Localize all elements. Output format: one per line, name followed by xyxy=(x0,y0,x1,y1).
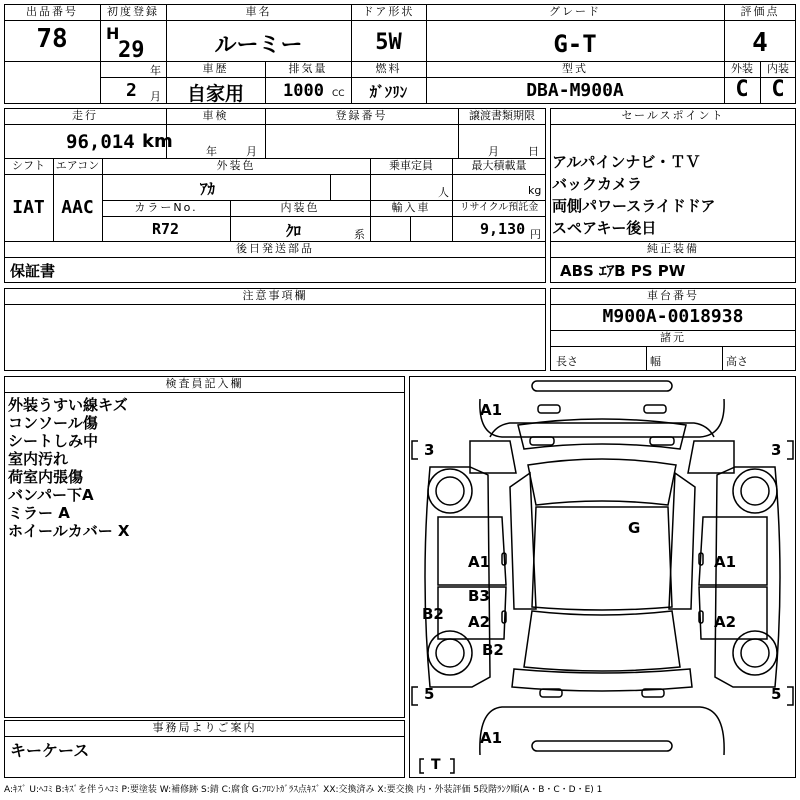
inspector-line-4: 室内汚れ xyxy=(8,450,69,468)
rear-glass-outline xyxy=(524,611,680,671)
car-name-value: ルーミー xyxy=(214,33,303,58)
month-value: 2 xyxy=(126,80,137,101)
tire-fl-icon xyxy=(428,469,472,513)
front-marker-2 xyxy=(644,405,666,413)
shift-value: IAT xyxy=(12,197,45,218)
transfer-day-unit: 日 xyxy=(528,145,539,158)
mark-right-rear-door: A2 xyxy=(714,613,737,631)
office-value: キーケース xyxy=(10,741,90,760)
first-reg-label: 初度登録 xyxy=(107,5,159,18)
int-color-label: 内装色 xyxy=(280,201,320,214)
tire-rl-icon xyxy=(428,631,472,675)
sales-point-1: アルパインナビ・ＴＶ xyxy=(552,153,701,171)
year-unit: 年 xyxy=(150,64,161,77)
front-marker xyxy=(538,405,560,413)
genuine-label: 純正装備 xyxy=(647,242,699,255)
inspector-line-2: コンソール傷 xyxy=(8,414,98,432)
inspector-line-5: 荷室内張傷 xyxy=(8,468,84,486)
ext-color-value: ｱｶ xyxy=(200,180,216,198)
grade-label: グレード xyxy=(549,5,601,18)
roof-outline xyxy=(532,507,672,610)
mark-front-bumper: A1 xyxy=(480,401,503,419)
mark-tire-fr: 3 xyxy=(771,441,782,459)
inspector-label: 検査員記入欄 xyxy=(165,377,244,390)
mark-left-front-door: A1 xyxy=(468,553,491,571)
capacity-label: 乗車定員 xyxy=(389,159,433,172)
genuine-value: ABS ｴｱB PS PW xyxy=(560,262,686,280)
mark-roof: G xyxy=(628,519,641,537)
era-letter: H xyxy=(106,24,120,43)
interior-label: 内装 xyxy=(767,62,789,75)
model-label: 型式 xyxy=(562,62,588,75)
inspector-line-7: ミラー A xyxy=(8,504,70,522)
sales-point-3: 両側パワースライドドア xyxy=(552,197,716,215)
door-value: 5W xyxy=(375,30,402,55)
tire-fr-icon xyxy=(733,469,777,513)
mark-right-front-door: A1 xyxy=(714,553,737,571)
ac-label: エアコン xyxy=(55,159,100,172)
color-no-value: R72 xyxy=(152,220,180,238)
capacity-unit: 人 xyxy=(438,186,449,199)
reg-no-label: 登録番号 xyxy=(335,109,388,122)
mileage-value: 96,014 xyxy=(66,131,135,153)
mark-left-rear-door-upper: B3 xyxy=(468,587,490,605)
legend-text: A:ｷｽﾞ U:ﾍｺﾐ B:ｷｽﾞを伴うﾍｺﾐ P:要塗装 W:補修跡 S:錆 C:腐食 G:ﾌﾛﾝﾄｶﾞﾗｽ点ｷｽﾞ XX:交換済み X:要交換 内・外装評価 5段階ﾗﾝｸ順(A・B・C・D・E) 1 xyxy=(4,785,603,795)
notes-label: 注意事項欄 xyxy=(242,289,308,302)
dims-label: 諸元 xyxy=(660,331,686,344)
door-label: ドア形状 xyxy=(362,5,415,18)
sales-label: セールスポイント xyxy=(621,109,725,122)
lot-label: 出品番号 xyxy=(26,5,78,18)
month-unit: 月 xyxy=(150,90,161,103)
sales-point-4: スペアキー後日 xyxy=(552,219,657,237)
left-body-outline xyxy=(425,467,490,687)
length-label: 長さ xyxy=(556,355,578,368)
inspector-line-3: シートしみ中 xyxy=(8,432,99,450)
inspector-line-8: ホイールカバー X xyxy=(8,522,130,540)
displacement-unit: CC xyxy=(332,89,345,99)
int-color-unit: 系 xyxy=(354,228,365,241)
inspection-month-unit: 月 xyxy=(246,145,257,158)
inspection-label: 車検 xyxy=(202,109,229,122)
inspection-year-unit: 年 xyxy=(206,145,217,158)
office-label: 事務局よりご案内 xyxy=(152,721,257,734)
score-label: 評価点 xyxy=(740,5,780,18)
mileage-label: 走行 xyxy=(72,109,98,122)
rear-bumper-outline xyxy=(480,707,724,755)
front-bumper-outline xyxy=(480,399,724,437)
mark-tire-rr: 5 xyxy=(771,685,782,703)
right-body-outline xyxy=(715,467,780,687)
displacement-label: 排気量 xyxy=(288,62,328,75)
max-load-label: 最大積載量 xyxy=(471,159,527,172)
fuel-label: 燃料 xyxy=(375,62,402,75)
mark-spare-tire: T xyxy=(431,757,441,773)
color-no-label: カラーNo. xyxy=(134,201,198,214)
exterior-value: C xyxy=(735,77,749,102)
shift-label: シフト xyxy=(12,159,45,172)
later-parts-value: 保証書 xyxy=(10,262,56,280)
max-load-unit: kg xyxy=(528,184,542,197)
int-color-value: ｸﾛ xyxy=(286,222,302,240)
sales-point-2: バックカメラ xyxy=(552,175,643,193)
inspector-line-1: 外装うすい線キズ xyxy=(8,396,128,414)
mark-tire-fl: 3 xyxy=(424,441,435,459)
chassis-value: M900A-0018938 xyxy=(602,306,744,327)
width-label: 幅 xyxy=(650,355,661,368)
later-parts-label: 後日発送部品 xyxy=(236,242,314,255)
model-value: DBA-M900A xyxy=(526,80,624,101)
mark-left-quarter: B2 xyxy=(482,641,504,659)
import-label: 輸入車 xyxy=(391,201,431,214)
mark-rear-bumper: A1 xyxy=(480,729,503,747)
grade-value: G-T xyxy=(553,30,597,58)
damage-diagram xyxy=(409,376,796,778)
recycle-unit: 円 xyxy=(530,228,541,241)
fuel-value: ｶﾞｿﾘﾝ xyxy=(369,83,408,101)
windshield-outline xyxy=(528,459,676,505)
year-value: 29 xyxy=(118,38,145,63)
mark-left-rear-fender: B2 xyxy=(422,605,444,623)
tire-rr-icon xyxy=(733,631,777,675)
exterior-label: 外装 xyxy=(731,62,753,75)
interior-value: C xyxy=(771,77,785,102)
car-name-label: 車名 xyxy=(245,5,272,18)
history-label: 車歴 xyxy=(202,62,229,75)
inspector-line-6: バンパー下A xyxy=(8,486,94,504)
mark-left-rear-door-lower: A2 xyxy=(468,613,491,631)
mark-tire-rl: 5 xyxy=(424,685,435,703)
hatch-outline xyxy=(512,669,692,691)
displacement-value: 1000 xyxy=(283,81,324,101)
ac-value: AAC xyxy=(61,197,94,218)
transfer-month-unit: 月 xyxy=(488,145,499,158)
rear-bumper-strip xyxy=(532,741,672,751)
chassis-label: 車台番号 xyxy=(647,289,699,302)
height-label: 高さ xyxy=(726,355,748,368)
history-value: 自家用 xyxy=(186,83,244,105)
mileage-unit: km xyxy=(142,131,173,152)
front-bumper-strip xyxy=(532,381,672,391)
transfer-label: 譲渡書類期限 xyxy=(469,109,535,122)
recycle-label: リサイクル預託金 xyxy=(459,202,539,213)
ext-color-label: 外装色 xyxy=(216,159,256,172)
recycle-value: 9,130 xyxy=(480,220,526,238)
lot-value: 78 xyxy=(36,24,68,54)
score-value: 4 xyxy=(752,28,768,58)
